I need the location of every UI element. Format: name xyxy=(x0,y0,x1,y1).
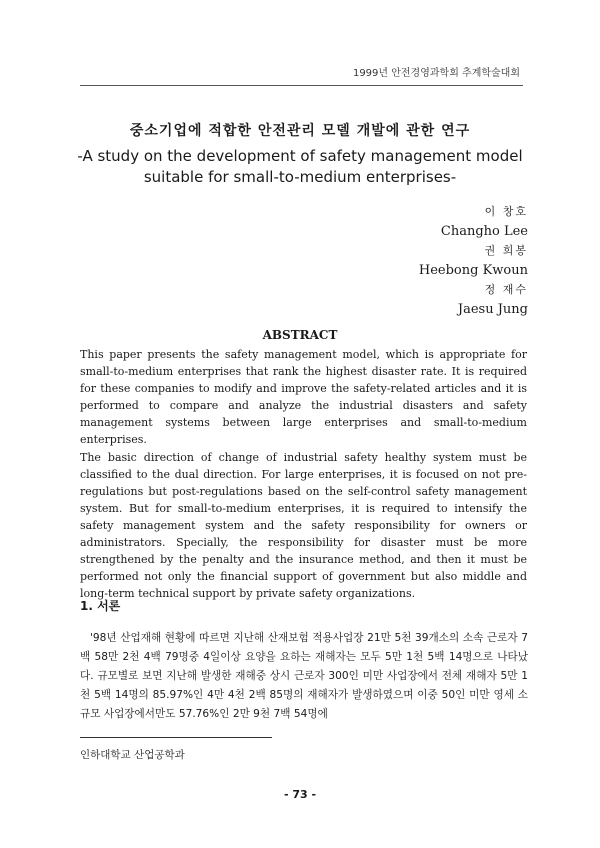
conference-header: 1999년 안전경영과학회 추계학술대회 xyxy=(352,68,520,79)
author-english-name: Heebong Kwoun xyxy=(418,262,528,278)
header-rule xyxy=(80,85,523,86)
abstract-paragraph: The basic direction of change of industrial safety healthy system must be classified to the dual direction. For large enterprises, it is focused on not pre-regulations but post-regulations based on the self-control safety management system. But for small-to-medium enterprises, it is required to intensify the safety management system and the safety responsibility for owners or administrators. Specially, the responsibility for disaster must be more strengthened by the penalty and the insurance method, and then it must be performed not only the financial support of government but also middle and long-term technical support by private safety organizations. xyxy=(80,450,527,601)
title-korean: 중소기업에 적합한 안전관리 모델 개발에 관한 연구 xyxy=(129,123,471,139)
abstract-heading: ABSTRACT xyxy=(262,328,338,342)
author-korean-name: 정 재수 xyxy=(484,283,528,296)
author-korean-name: 권 희봉 xyxy=(484,244,528,257)
author-english-name: Jaesu Jung xyxy=(457,301,528,317)
author-list xyxy=(419,202,528,319)
abstract-body xyxy=(80,346,527,602)
introduction-paragraph: '98년 산업재해 현황에 따르면 지난해 산재보험 적용사업장 21만 5천 39개소의 소속 근로자 7백 58만 2천 4백 79명중 4일이상 요양을 요하는 재해자는 모두 5만 1천 5백 14명으로 나타났다. 규모별로 보면 지난해 발생한 재해중 상시 근로자 300인 미만 사업장에서 전체 재해자 5만 1천 5백 14명의 85.97%인 4만 4천 2백 85명의 재해자가 발생하였으며 이중 50인 미만 영세 소규모 사업장에서만도 57.76%인 2만 9천 7백 54명에 xyxy=(80,632,528,720)
abstract-paragraph: This paper presents the safety management model, which is appropriate for small-to-medium enterprises that rank the highest disaster rate. It is required for these companies to modify and improve the safety-related articles and it is performed to compare and analyze the industrial disasters and safety management systems between large enterprises and small-to-medium enterprises. xyxy=(80,348,527,447)
page-number: - 73 - xyxy=(283,788,317,801)
introduction-body xyxy=(80,629,528,724)
footnote-rule xyxy=(80,737,272,738)
author-affiliation: 인하대학교 산업공학과 xyxy=(80,749,185,761)
title-english-line2: suitable for small-to-medium enterprises- xyxy=(143,168,457,186)
author-english-name: Changho Lee xyxy=(440,223,528,239)
author-korean-name: 이 창호 xyxy=(484,205,528,218)
section-heading: 1. 서론 xyxy=(80,599,121,613)
title-english-line1: -A study on the development of safety management model xyxy=(77,147,523,165)
